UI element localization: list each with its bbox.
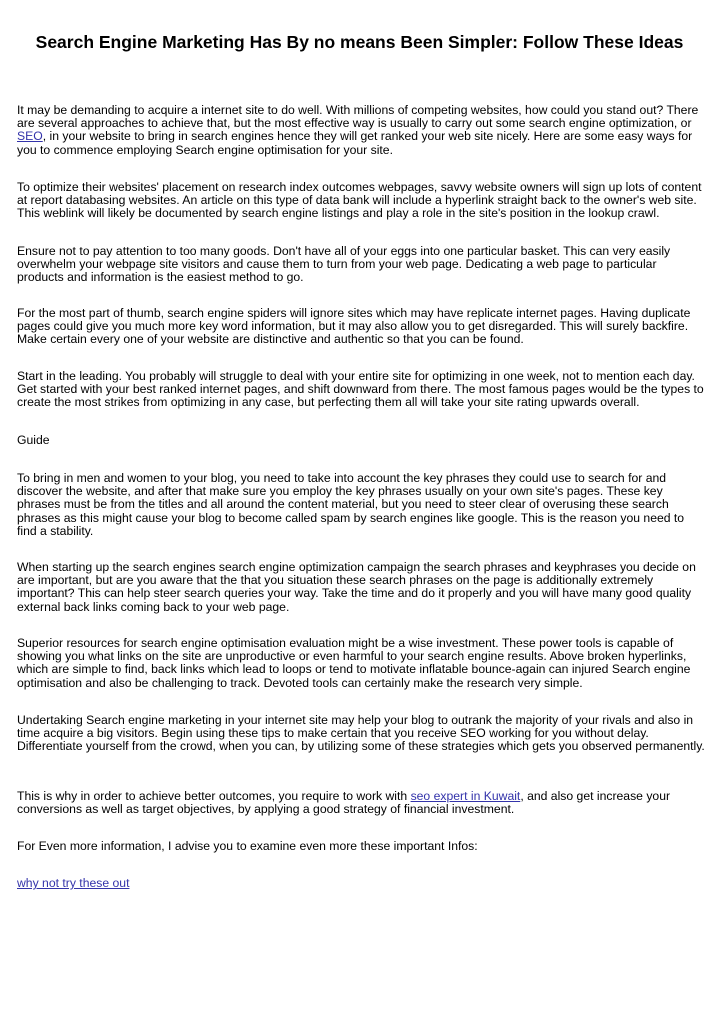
paragraph-start-at-top: Start in the leading. You probably will struggle to deal with your entire site for optimizing in one week, not to mention each day. Get started with your best ranked internet pages, and shift downward from there. The most famous pages would be the types to create the most strikes from optimizing in any case, but perfecting them all will take your site rating upwards overall. xyxy=(17,369,704,410)
paragraph-seo-expert xyxy=(17,790,705,816)
paragraph-final-link xyxy=(17,877,705,890)
paragraph-article-databases: To optimize their websites' placement on research index outcomes webpages, savvy website owners will sign up lots of content at report databasing websites. An article on this type of data bank will include a hyperlink straight back to the owner's web site. This weblink will likely be documented by search engine listings and play a role in the site's position in the lookup crawl. xyxy=(17,180,702,221)
page-title: Search Engine Marketing Has By no means Been Simpler: Follow These Ideas xyxy=(35,32,684,52)
paragraph-too-many-goods: Ensure not to pay attention to too many goods. Don't have all of your eggs into one particular basket. This can very easily overwhelm your webpage site visitors and cause them to turn from your web page. Dedicating a web page to particular products and information is the easiest method to go. xyxy=(17,244,671,285)
paragraph-key-phrases: To bring in men and women to your blog, you need to take into account the key phrases they could use to search for and discover the website, and after that make sure you employ the key phrases usually on your own site's pages. These key phrases must be from the titles and all around the content material, but you need to steer clear of overusing these search phrases as this might cause your blog to become called spam by search engines like google. This is the reason you need to find a stability. xyxy=(17,471,685,538)
paragraph-duplicate-pages: For the most part of thumb, search engine spiders will ignore sites which may have replicate internet pages. Having duplicate pages could give you much more key word information, but it may also allow you to get disregarded. This will surely backfire. Make certain every one of your website are distinctive and authentic so that you can be found. xyxy=(17,306,691,347)
paragraph-outrank: Undertaking Search engine marketing in your internet site may help your blog to outrank the majority of your rivals and also in time acquire a big visitors. Begin using these tips to make certain that you receive SEO working for you without delay. Differentiate yourself from the crowd, when you can, by utilizing some of these strategies which gets you observed permanently. xyxy=(17,713,705,754)
paragraph-more-info: For Even more information, I advise you to examine even more these important Infos: xyxy=(17,839,478,853)
paragraph-campaign: When starting up the search engines search engine optimization campaign the search phrases and keyphrases you decide on are important, but are you aware that the that you situation these search phrases on the page is additionally extremely important? This can help steer search queries your way. Take the time and do it properly and you will have many good quality external back links coming back to your web page. xyxy=(17,560,696,614)
paragraph-resources: Superior resources for search engine optimisation evaluation might be a wise investment. These power tools is capable of showing you what links on the site are unproductive or even harmful to your search engine results. Above broken hyperlinks, which are simple to find, back links which lead to loops or tend to motivate inflatable bounce-again can injured Search engine optimisation and also be challenging to track. Devoted tools can certainly make the research very simple. xyxy=(17,636,691,690)
paragraph-intro xyxy=(17,104,705,157)
why-not-try-link[interactable]: why not try these out xyxy=(17,876,130,890)
paragraph-seo-expert-text-before: This is why in order to achieve better outcomes, you require to work with xyxy=(17,789,411,803)
paragraph-intro-text-before: It may be demanding to acquire a internet site to do well. With millions of competing websites, how could you stand out? There are several approaches to achieve that, but the most effective way is usually to carry out some search engine optimization, or xyxy=(17,103,699,131)
paragraph-intro-text-after: , in your website to bring in search engines hence they will get ranked your web site nicely. Here are some easy ways for you to commence employing Search engine optimisation for your site. xyxy=(17,129,693,157)
seo-expert-link[interactable]: seo expert in Kuwait xyxy=(410,789,521,803)
paragraph-guide: Guide xyxy=(17,433,50,447)
seo-link[interactable]: SEO xyxy=(17,129,43,144)
paragraph-seo-expert-text-after: , and also get increase your conversions as well as target objectives, by applying a good strategy of financial investment. xyxy=(17,789,671,817)
